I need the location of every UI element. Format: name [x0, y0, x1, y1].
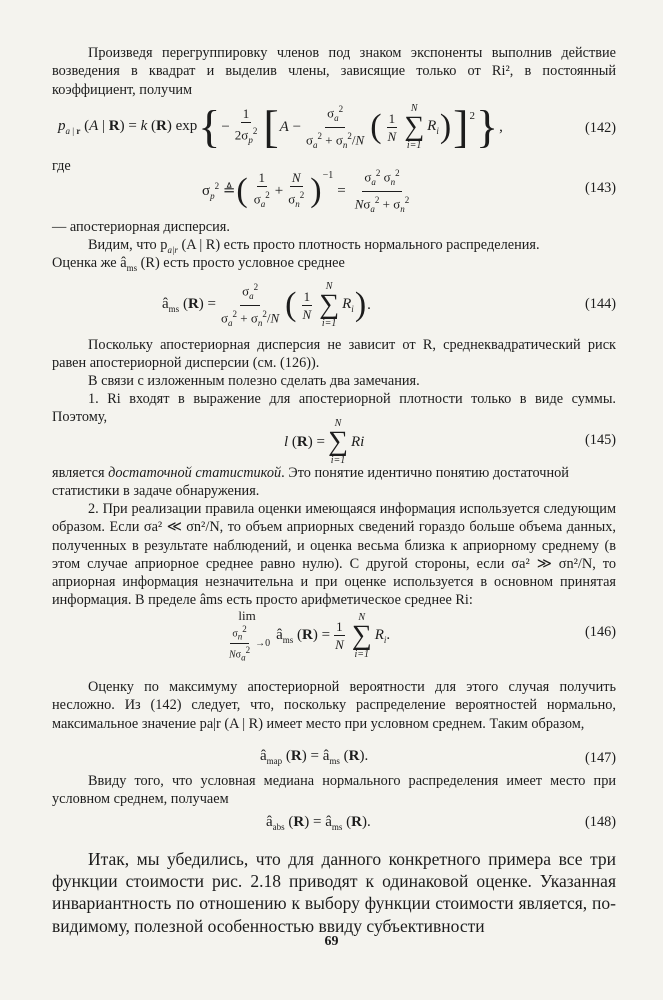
- equation-148: [52, 814, 616, 838]
- label-where: где: [52, 158, 71, 174]
- paragraph-sufficient-statistic: [52, 464, 616, 501]
- equation-number: (148): [585, 814, 616, 830]
- paragraph-mse-risk: Поскольку апостериорная дисперсия не зависит от R, среднеквадратический риск равен апостериорной дисперсии (см. (126)).: [52, 337, 616, 372]
- page-number: 69: [324, 934, 339, 949]
- equation-145: [52, 418, 616, 464]
- text-fragment: Оценка же â: [52, 255, 127, 271]
- equation-144: [52, 280, 616, 330]
- equation-146: [52, 608, 616, 668]
- equation-number: (145): [585, 432, 616, 448]
- paragraph-regrouping: Произведя перегруппировку членов под знаком экспоненты выполнив действие возведения в квадрат и выделив члены, зависящие только от Ri², в постоянный коэффициент, получим: [52, 45, 616, 98]
- paragraph-map-estimate: Оценку по максимуму апостериорной вероятности для этого случая получить несложно. Из (142) следует, что, поскольку распределение вероятностей нормально, максимальное значение pa|r (A | R) имеет место при условном среднем. Таким образом,: [52, 679, 616, 732]
- equation-146-body: lim $\sigma_n^2$ $N\sigma_a^2$ →0 $â_{ms}$ (R) = $\frac{1}{N}$ N ∑ i=1 $R_i$.: [229, 608, 391, 663]
- equation-147-body: $â_{map}$ $(R) = â_{ms}$ (R).: [260, 748, 369, 766]
- equation-148-body: $â_{abs}$ $(R) = â_{ms}$ (R).: [266, 814, 371, 832]
- paragraph-remark-1: 1. Ri входят в выражение для апостериорной плотности только в виде суммы. Поэтому,: [52, 391, 616, 426]
- text-fragment: является: [52, 465, 109, 481]
- text-fragment: Видим, что p: [88, 237, 168, 253]
- paragraph-conclusion: Итак, мы убедились, что для данного конкретного примера все три функции стоимости рис. 2.18 приводят к одинаковой оценке. Указанная инвариантность по отношению к выбору функции стоимости является, по-видимому, полезной особенностью ввиду субъективности: [52, 849, 616, 936]
- equation-number: (143): [585, 180, 616, 196]
- equation-143-body: $\sigma_p^2$ ≜ ( 1 $\sigma_a^2$ + $\frac{N}{\sigma_n^2}$ ) $^{-1}$ = $\sigma_a^2$ $\sigma_n^2$ $N\sigma_a^2 + \sigma_n^2$: [202, 168, 410, 214]
- equation-144-body: $â_{ms}$ (R) = $\frac{\sigma_a^2}{\sigma_a^2 + \sigma_n^2/N}$ ( 1 N N ∑ i=1 $R_i$ ) .: [162, 281, 371, 330]
- text-fragment: (R) есть просто условное среднее: [137, 255, 345, 271]
- equation-number: (142): [585, 120, 616, 136]
- subscript: ms: [126, 262, 138, 273]
- paragraph-conditional-mean: [52, 254, 616, 277]
- equation-145-body: l (R) = N ∑ i=1 Ri: [284, 418, 365, 466]
- subscript: a|r: [167, 244, 178, 255]
- equation-number: (147): [585, 750, 616, 766]
- emphasis: достаточной статистикой: [108, 465, 282, 481]
- text-fragment: . Это понятие идентично понятию достаточной статистики в задаче обнаружения.: [52, 465, 569, 500]
- equation-142: [52, 100, 616, 160]
- paragraph-apost-variance: — апостериорная дисперсия.: [52, 219, 230, 235]
- paragraph-conditional-median: Ввиду того, что условная медиана нормального распределения имеет место при условном среднем, получаем: [52, 773, 616, 808]
- paragraph-two-remarks: В связи с изложенным полезно сделать два замечания.: [88, 373, 420, 389]
- equation-143: [52, 166, 616, 214]
- equation-number: (144): [585, 296, 616, 312]
- equation-142-body: $p_{a | r}$ (A | R) = k (R) exp { − $\frac{1}{2\sigma_p^2}$ [ A − $\frac{\sigma_a^2}{\sigma_a^2 + \sigma_n^2/N}$ ( 1 N N ∑ i=1 $R_i$ ) ] $^2$ } ,: [58, 101, 503, 153]
- paragraph-remark-2: 2. При реализации правила оценки имеющаяся информация используется следующим образом. Если σa² ≪ σn²/N, то объем априорных сведений гораздо больше объема данных, полученных в результате наблюдений, и оценка весьма близка к априорному среднему (в этом случае априорное среднее равно нулю). С другой стороны, если σa² ≫ σn²/N, то априорная информация незначительна и при оценке используется в основном принятая информация. В пределе âms есть просто арифметическое среднее Ri:: [52, 501, 616, 609]
- text-fragment: (A | R) есть просто плотность нормального распределения.: [177, 237, 540, 253]
- equation-147: [52, 748, 616, 772]
- equation-number: (146): [585, 624, 616, 640]
